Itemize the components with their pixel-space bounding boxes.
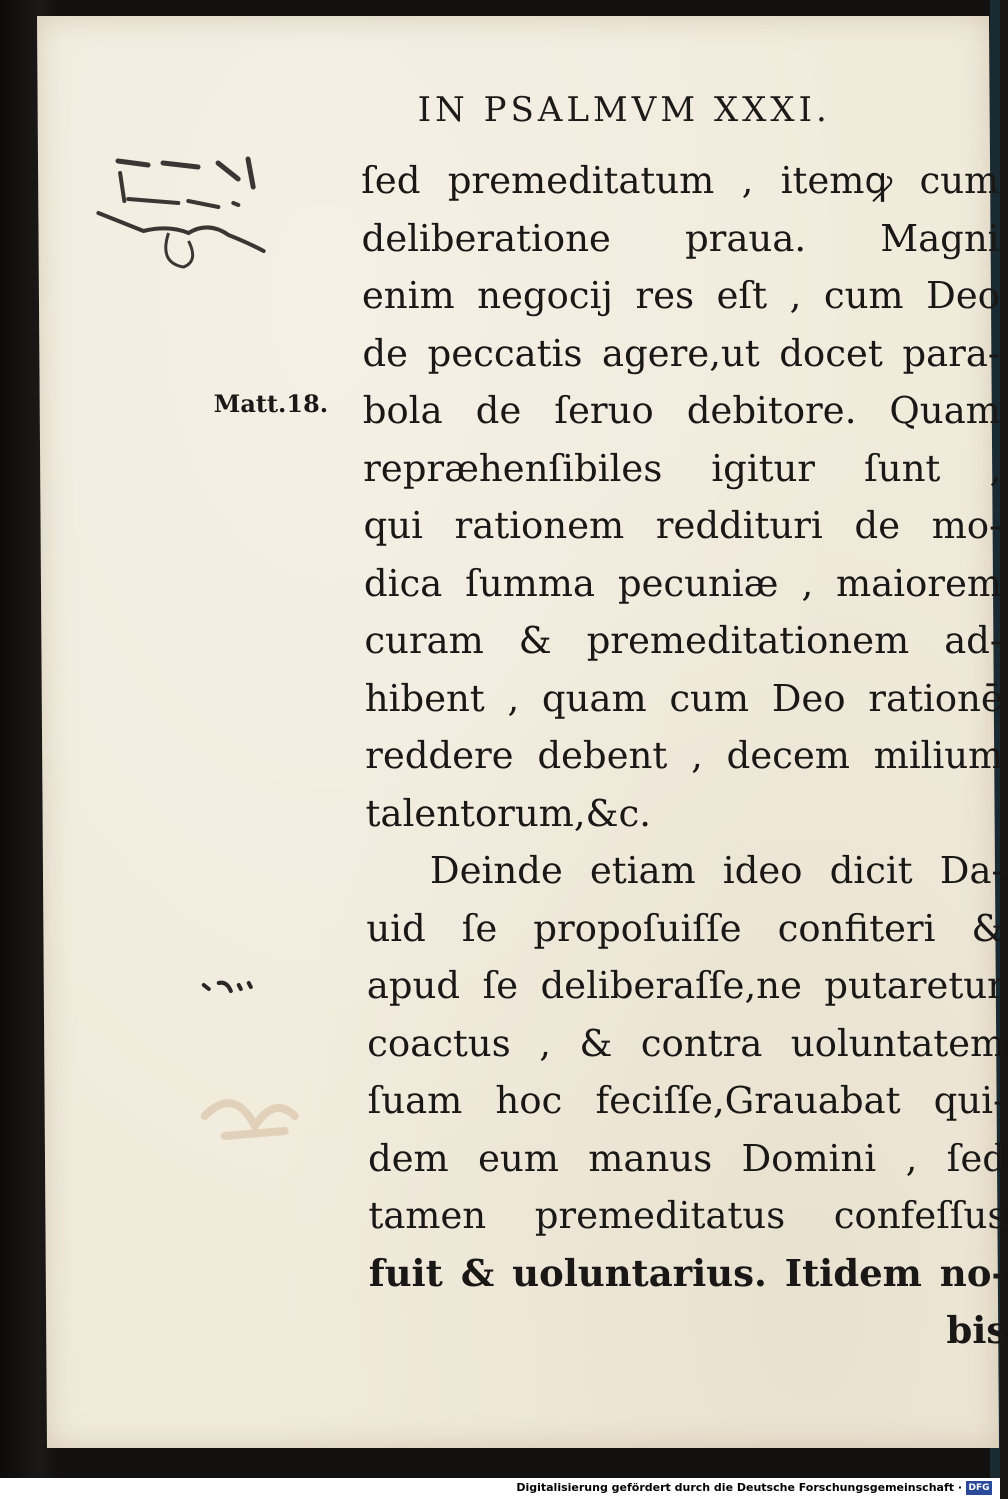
text-line: uid ſe propoſuiſſe confiteri &: [366, 906, 1005, 950]
dfg-logo-icon: DFG: [966, 1481, 992, 1495]
text-line: coactus , & contra uoluntatem: [367, 1021, 1006, 1065]
funding-credit: Digitalisierung gefördert durch die Deutsche Forschungsgemeinschaft ·: [516, 1481, 962, 1494]
faded-mark: [194, 1076, 315, 1156]
text-line: de peccatis agere,ut docet para-: [362, 331, 1001, 375]
handwritten-scribble: [88, 151, 309, 281]
text-line: dem eum manus Domini , ſed: [367, 1136, 1007, 1180]
marginal-note: Matt.18.: [213, 389, 329, 418]
catchword: bis: [946, 1308, 1008, 1352]
text-line: ſuam hoc feciſſe,Grauabat qui-: [367, 1079, 1006, 1122]
text-line: ſed premeditatum , itemꝙ cum: [360, 159, 1000, 202]
body-text: [361, 152, 1007, 1360]
text-line: enim negocij res eſt , cum Deo: [361, 274, 1001, 317]
book-page: [37, 16, 1008, 1448]
ink-mark: [199, 971, 259, 1001]
text-line: tamen premeditatus confeſſus: [368, 1194, 1007, 1237]
text-line: apud ſe deliberaſſe,ne putaretur: [366, 964, 1005, 1007]
text-line: Deinde etiam ideo dicit Da-: [429, 849, 1005, 892]
text-line: deliberatione praua. Magni: [361, 216, 1000, 260]
text-line: bola de ſeruo debitore. Quam: [362, 389, 1001, 432]
text-line: qui rationem reddituri de mo-: [363, 504, 1002, 547]
text-line: repræhenſibiles igitur ſunt ,: [363, 446, 1002, 490]
text-line: curam & premeditationem ad-: [364, 619, 1003, 662]
text-line: dica ſumma pecuniæ , maiorem: [363, 561, 1003, 605]
text-line: hibent , quam cum Deo rationē: [364, 676, 1003, 720]
running-header: IN PSALMVM XXXI.: [417, 90, 831, 130]
text-line: reddere debent , decem milium: [365, 734, 1004, 777]
text-line: fuit & uoluntarius. Itidem no-: [368, 1250, 1007, 1295]
text-line: talentorum,&c.: [365, 791, 652, 835]
